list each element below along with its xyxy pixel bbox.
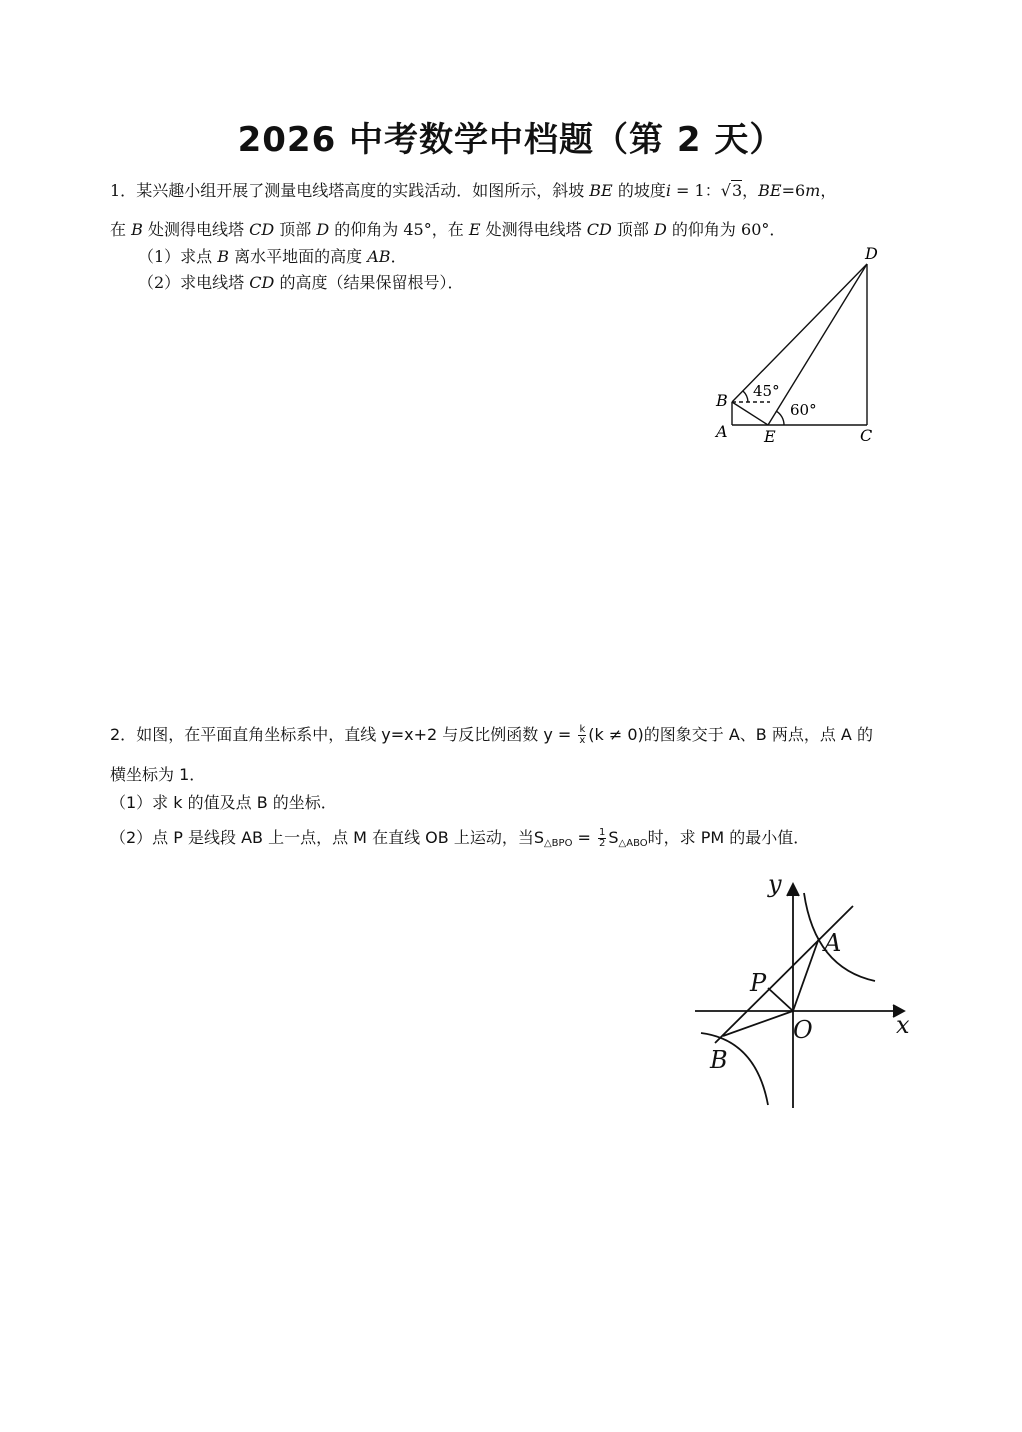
fig2-label-a: A [824,929,842,957]
q1-l2-e: 的仰角为 45°，在 [334,220,464,239]
fig1-label-a: A [716,422,728,441]
q1-sub-2 [138,270,463,293]
fig2-y-arrow-icon [787,884,799,896]
q2-frac-den: x [579,735,586,746]
q1-l2-a: 在 [110,220,127,239]
fig1-angle-60-label: 60° [790,401,817,419]
fig2-label-x: x [896,1011,910,1039]
q1-s2-a: （2）求电线塔 [138,273,245,292]
q1-line-1: 1．某兴趣小组开展了测量电线塔高度的实践活动．如图所示，斜坡 BE 的坡度i = 1：√3，BE=6m， [110,181,837,200]
q1-be-eq-val: =6 [781,181,806,200]
fig1-line-ed [768,264,867,425]
fig2-line-op [768,988,793,1011]
q1-l2-g: 顶部 [616,220,649,239]
q1-figure [700,240,900,452]
q1-comma: ， [742,181,759,200]
q1-slope-i: i [665,181,671,200]
fig2-line-ab [715,906,853,1043]
q1-l2-b: B [131,220,143,239]
page-title: 2026 中考数学中档题（第 2 天） [237,120,785,160]
q2-fraction-k-over-x [578,725,586,746]
q1-s1-c: 离水平地面的高度 [234,247,363,266]
q2-sub-2 [110,825,809,849]
q2-half-num: 1 [599,827,606,838]
q1-s2-c: 的高度（结果保留根号）． [279,273,464,292]
fig1-label-c: C [860,426,873,445]
q2-s-sub1: △BPO [543,838,573,849]
fig1-label-e: E [764,427,776,446]
q1-s1-d: AB [367,247,391,266]
q2-s2-b: 时，求 PM 的最小值． [647,828,810,847]
fig2-label-y: y [768,870,782,898]
q2-sub-1: （1）求 k 的值及点 B 的坐标． [110,793,337,812]
q1-s1-b: B [217,247,230,266]
q1-l2-c: 处测得电线塔 [147,220,244,239]
fig2-label-b: B [710,1046,728,1074]
q1-number: 1． [110,181,137,200]
q1-s1-a: （1）求点 [138,247,213,266]
fig1-angle-45-label: 45° [753,382,780,400]
q1-l2-dpt: D [316,220,330,239]
q2-s2-a: （2）点 P 是线段 AB 上一点，点 M 在直线 OB 上运动，当 [110,828,534,847]
q2-s-sym2: S [608,828,619,847]
q2-s-sub2: △ABO [618,838,648,849]
q1-s2-b: CD [249,273,275,292]
fig2-label-p: P [750,969,767,997]
q1-sqrt [721,181,742,200]
q1-be-eq: BE [758,181,782,200]
q1-l2-cd2: CD [586,220,612,239]
q2-figure [690,868,920,1113]
q1-l2-d: 顶部 [279,220,312,239]
q1-sub-1 [138,244,407,267]
q1-s1-e: ． [390,247,407,266]
q1-text-a: 某兴趣小组开展了测量电线塔高度的实践活动．如图所示，斜坡 [136,181,585,200]
fig2-label-o: O [793,1016,813,1044]
q1-sqrt-val: 3 [731,181,743,200]
q2-text-b: (k ≠ 0)的图象交于 A、B 两点，点 A 的 [588,725,873,744]
q1-unit-m: m [805,181,821,200]
q2-line-1 [110,722,873,746]
q2-fraction-half [598,828,606,849]
q2-half-den: 2 [599,838,606,849]
fig1-label-d: D [865,244,878,263]
fig1-line-be [732,402,768,425]
q1-l2-h: 的仰角为 60°． [671,220,786,239]
q2-frac-num: k [579,724,586,735]
fig1-label-b: B [716,391,728,410]
q1-line-2 [110,217,785,240]
q1-l2-ept: E [468,220,481,239]
fig1-angle-45-arc [743,391,748,402]
q1-l2-dpt2: D [654,220,667,239]
q2-number: 2． [110,725,137,744]
fig1-angle-60-arc [776,411,784,425]
q2-s-eq: = [572,828,597,847]
q2-s-sym1: S [533,828,544,847]
q1-be: BE [589,181,613,200]
sqrt-icon: √ [720,181,731,200]
q1-l2-f: 处测得电线塔 [485,220,582,239]
q2-line-2: 横坐标为 1． [110,765,206,784]
q1-l2-cd: CD [249,220,275,239]
q1-text-b: 的坡度 [617,181,666,200]
q2-text-a: 如图，在平面直角坐标系中，直线 y=x+2 与反比例函数 y = [136,725,577,744]
q1-slope-eq: = 1： [670,181,721,200]
fig2-line-oa [793,938,819,1011]
